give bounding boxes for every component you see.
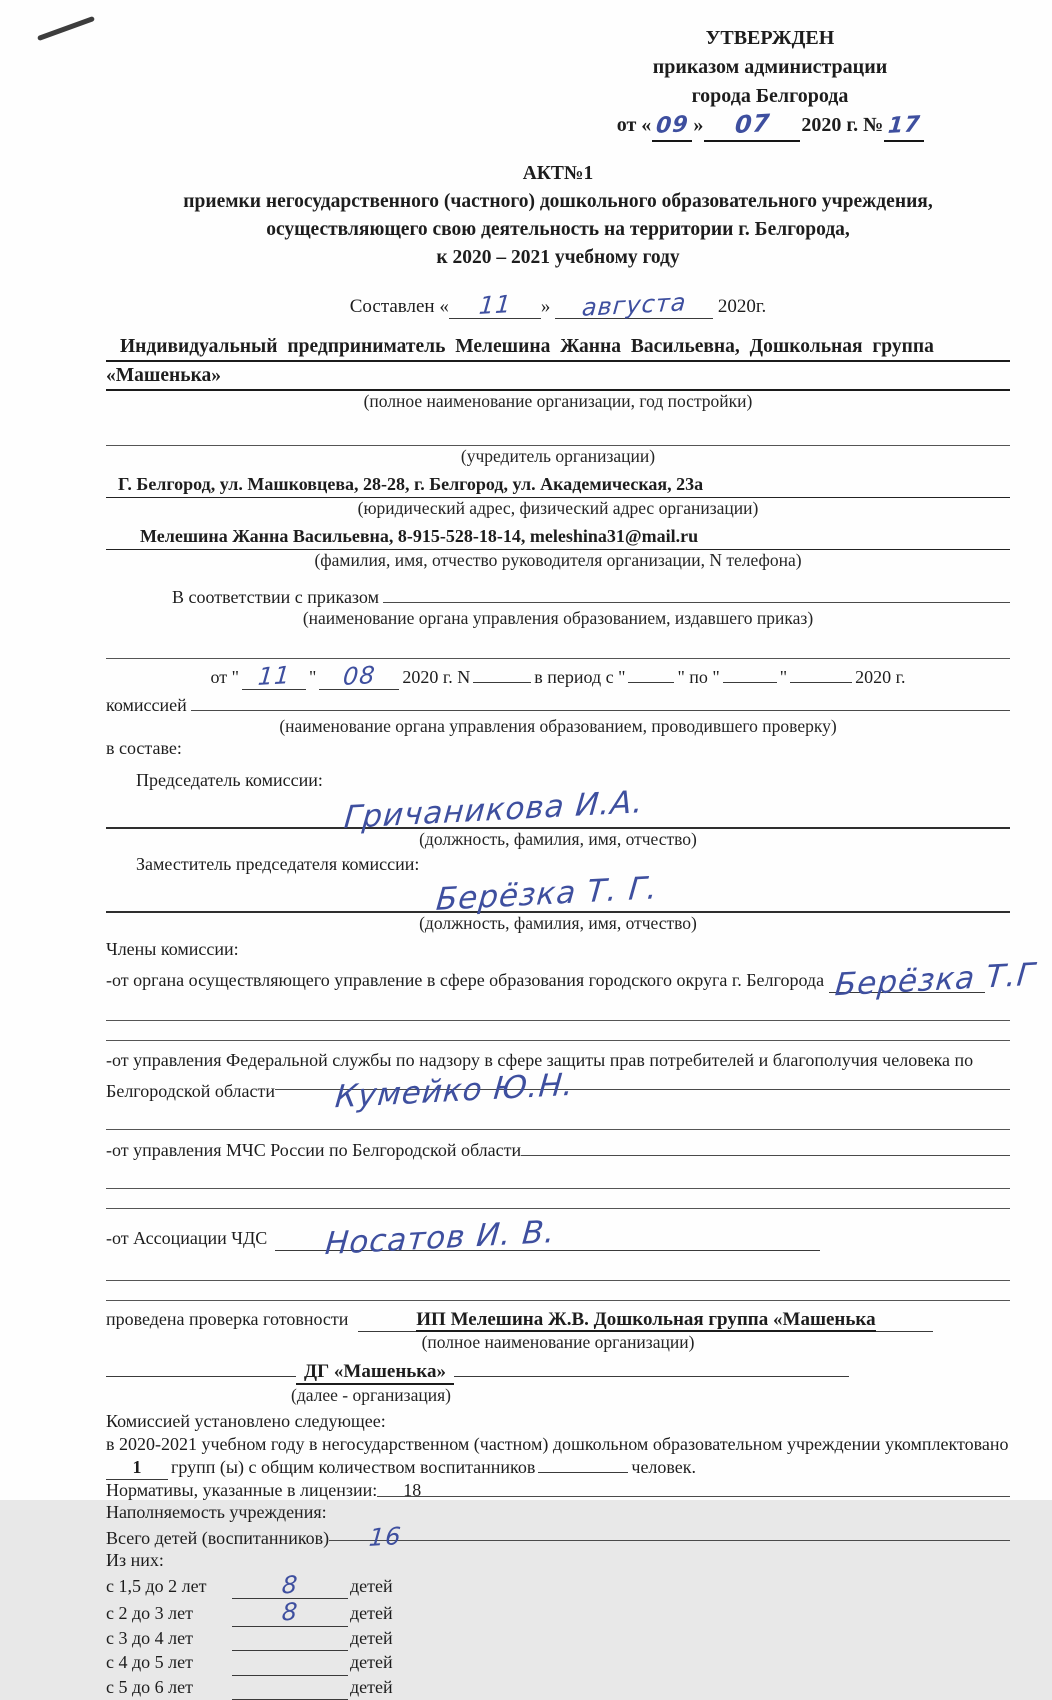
- order-according-line: [172, 586, 1010, 608]
- approval-quote-close: »: [693, 114, 704, 136]
- order-period: в период с ": [534, 667, 626, 688]
- order-month-field: [319, 663, 399, 690]
- chairman-label: Председатель комиссии:: [136, 770, 323, 791]
- composed-mid: »: [540, 296, 551, 317]
- org-short-name: ДГ «Машенька»: [296, 1361, 454, 1385]
- groups-count-field: [106, 1456, 168, 1480]
- short-name-blank-right: [454, 1374, 849, 1377]
- age-suffix: детей: [350, 1575, 393, 1596]
- caption-address: (юридический адрес, физический адрес организации): [357, 498, 759, 518]
- member-1-field: [829, 957, 1037, 1004]
- member-2-text-2: Белгородской области: [106, 1081, 276, 1102]
- inspection-performed-line: [106, 1309, 1010, 1332]
- handwritten-composed-month: августа: [580, 288, 688, 322]
- order-date-line: [106, 663, 1010, 690]
- caption-org-full: (полное наименование организации): [421, 1331, 695, 1352]
- deputy-signature-line: [106, 870, 1010, 919]
- composed-line: [106, 288, 1010, 322]
- caption-full-name: (полное наименование организации, год постройки): [363, 391, 753, 411]
- age-value-field: [232, 1599, 348, 1627]
- of-them-label: Из них:: [106, 1549, 164, 1570]
- approval-day-field: [652, 111, 692, 142]
- handwritten-age-value: 8: [280, 1570, 300, 1600]
- total-children-field: [329, 1521, 1010, 1552]
- order-issuer-blank: [383, 586, 1010, 603]
- blank-line: [106, 1281, 1010, 1301]
- act-subtitle-1: приемки негосударственного (частного) дошкольного образовательного учреждения,: [183, 191, 933, 212]
- license-line: [106, 1480, 1010, 1501]
- handwritten-month: 07: [733, 108, 772, 140]
- year-summary-line: в 2020-2021 учебном году в негосударственном (частном) дошкольном образовательном учреждении укомплектовано: [106, 1433, 1009, 1454]
- approval-date-line: [530, 108, 1010, 142]
- order-po: " по ": [677, 667, 720, 688]
- age-value-field: [232, 1651, 348, 1676]
- act-heading: АКТ№1: [522, 163, 594, 184]
- approval-city: города Белгорода: [691, 85, 849, 107]
- established-label: Комиссией установлено следующее:: [106, 1410, 386, 1431]
- member-2-line-1: -от управления Федеральной службы по надзору в сфере защиты прав потребителей и благополучия человека по: [106, 1050, 974, 1071]
- composed-prefix: Составлен «: [349, 296, 449, 317]
- member-4-line: [106, 1213, 1010, 1262]
- pen-stroke-mark: [37, 16, 95, 41]
- handwritten-number: 17: [886, 112, 922, 139]
- caption-founder: (учредитель организации): [460, 446, 656, 466]
- handwritten-deputy-name: Берёзка Т. Г.: [434, 870, 660, 919]
- age-suffix: детей: [350, 1603, 393, 1624]
- chairman-signature-line: [106, 784, 1010, 837]
- age-row-4: [106, 1651, 1010, 1676]
- caption-order-issuer: (наименование органа управления образованием, издавшего приказ): [302, 608, 814, 629]
- license-label: Нормативы, указанные в лицензии:: [106, 1479, 378, 1500]
- blank-line: [106, 1169, 1010, 1189]
- handwritten-member-1-name: Берёзка Т.Г: [833, 957, 1037, 1004]
- handwritten-member-2-name: Кумейко Ю.Н.: [333, 1067, 576, 1116]
- composed-day-field: [449, 292, 541, 319]
- act-title-block: [106, 160, 1010, 272]
- inspection-performed-label: проведена проверка готовности: [106, 1308, 349, 1329]
- order-from: от ": [210, 667, 239, 688]
- act-subtitle-3: к 2020 – 2021 учебному году: [436, 247, 680, 268]
- caption-short-name: (далее - организация): [291, 1384, 451, 1405]
- approval-month-field: [704, 108, 800, 142]
- org-name-line-1: Индивидуальный предприниматель Мелешина Жанна Васильевна, Дошкольная группа: [106, 333, 1010, 362]
- member-4-field: [275, 1213, 820, 1262]
- age-row-1: [106, 1572, 1010, 1600]
- order-year-end: 2020 г.: [855, 667, 906, 688]
- blank-line: [106, 639, 1010, 659]
- age-row-5: [106, 1676, 1010, 1700]
- total-children-label: Всего детей (воспитанников): [106, 1527, 330, 1548]
- approval-title: УТВЕРЖДЕН: [705, 27, 835, 49]
- blank-line: [106, 1261, 1010, 1281]
- handwritten-order-month: 08: [341, 661, 377, 692]
- age-suffix: детей: [350, 1652, 393, 1673]
- groups-text: групп (ы) с общим количеством воспитанников: [171, 1456, 536, 1477]
- handwritten-day: 09: [654, 112, 690, 139]
- caption-head: (фамилия, имя, отчество руководителя организации, N телефона): [314, 550, 802, 570]
- inspection-org-name: ИП Мелешина Ж.В. Дошкольная группа «Машенька: [416, 1308, 876, 1330]
- groups-line: [106, 1456, 1010, 1480]
- children-count-blank: [538, 1470, 628, 1473]
- license-value: 18: [403, 1479, 422, 1500]
- member-3-text: -от управления МЧС России по Белгородской области: [106, 1139, 522, 1160]
- composed-month-field: [555, 288, 713, 322]
- age-label: с 5 до 6 лет: [106, 1676, 193, 1697]
- age-label: с 1,5 до 2 лет: [106, 1575, 207, 1596]
- blank-line: [106, 1189, 1010, 1209]
- member-3-blank: [521, 1138, 1010, 1155]
- age-value-field: [232, 1676, 348, 1700]
- handwritten-total-children: 16: [367, 1521, 403, 1552]
- composition-label: в составе:: [106, 738, 182, 759]
- member-2-field: [275, 1067, 1010, 1116]
- license-field: [377, 1479, 1010, 1500]
- groups-count: 1: [132, 1456, 142, 1477]
- period-from-blank: [628, 680, 674, 683]
- org-head-line: Мелешина Жанна Васильевна, 8-915-528-18-14, meleshina31@mail.ru: [106, 524, 1010, 550]
- member-4-text: -от Ассоциации ЧДС: [106, 1227, 268, 1248]
- period-to-blank: [723, 680, 777, 683]
- age-label: с 3 до 4 лет: [106, 1627, 193, 1648]
- commission-line: [106, 694, 1010, 716]
- handwritten-age-value: 8: [280, 1597, 300, 1627]
- approval-date-prefix: от «: [616, 114, 652, 136]
- order-tail: 2020 г. N: [402, 667, 471, 688]
- caption-position-1: (должность, фамилия, имя, отчество): [419, 829, 697, 850]
- org-address-line: Г. Белгород, ул. Машковцева, 28-28, г. Белгород, ул. Академическая, 23а: [106, 472, 1010, 498]
- age-label: с 2 до 3 лет: [106, 1603, 193, 1624]
- order-number-blank: [473, 680, 531, 683]
- caption-checker: (наименование органа управления образованием, проводившего проверку): [279, 716, 837, 737]
- order-according-label: В соответствии с приказом: [172, 587, 379, 608]
- short-name-blank-left: [106, 1374, 296, 1377]
- caption-position-2: (должность, фамилия, имя, отчество): [419, 913, 697, 934]
- age-row-3: [106, 1627, 1010, 1652]
- age-suffix: детей: [350, 1676, 393, 1697]
- total-children-line: [106, 1521, 1010, 1552]
- age-value-field: [232, 1627, 348, 1652]
- member-3-line: [106, 1138, 1010, 1160]
- members-label: Члены комиссии:: [106, 939, 239, 960]
- handwritten-member-4-name: Носатов И. В.: [323, 1213, 558, 1262]
- approval-issuer: приказом администрации: [652, 56, 888, 78]
- handwritten-chairman-name: Гричаникова И.А.: [342, 784, 646, 837]
- document-content: [106, 24, 1037, 1700]
- approval-block: [530, 24, 1010, 142]
- approval-number-field: [884, 111, 924, 142]
- order-quote-2: ": [779, 667, 788, 688]
- capacity-label: Наполняемость учреждения:: [106, 1501, 327, 1522]
- short-name-line: [106, 1361, 1010, 1385]
- deputy-label: Заместитель председателя комиссии:: [136, 854, 420, 875]
- handwritten-composed-day: 11: [477, 290, 513, 320]
- age-suffix: детей: [350, 1627, 393, 1648]
- approval-year: 2020 г. №: [801, 114, 884, 136]
- blank-line: [106, 1110, 1010, 1130]
- period-month-blank: [790, 680, 852, 683]
- member-1-text: -от органа осуществляющего управление в сфере образования городского округа г. Белгорода: [106, 970, 825, 991]
- blank-line: [106, 1021, 1010, 1041]
- composed-suffix: 2020г.: [717, 296, 767, 317]
- inspection-org-field: [358, 1309, 933, 1332]
- member-2-line-2: [106, 1067, 1010, 1116]
- age-row-2: [106, 1599, 1010, 1627]
- commission-label: комиссией: [106, 695, 187, 716]
- member-1-line: [106, 957, 1037, 1004]
- founder-blank-line: [106, 426, 1010, 446]
- age-label: с 4 до 5 лет: [106, 1652, 193, 1673]
- commission-blank: [191, 694, 1010, 711]
- blank-line: [106, 1001, 1010, 1021]
- age-value-field: [232, 1572, 348, 1600]
- people-text: человек.: [631, 1456, 697, 1477]
- handwritten-order-day: 11: [256, 661, 292, 692]
- members-block: [106, 938, 1037, 1300]
- order-day-field: [242, 663, 306, 690]
- org-name-line-2: «Машенька»: [106, 362, 1010, 391]
- order-quote: ": [308, 667, 317, 688]
- act-subtitle-2: осуществляющего свою деятельность на территории г. Белгорода,: [266, 219, 850, 240]
